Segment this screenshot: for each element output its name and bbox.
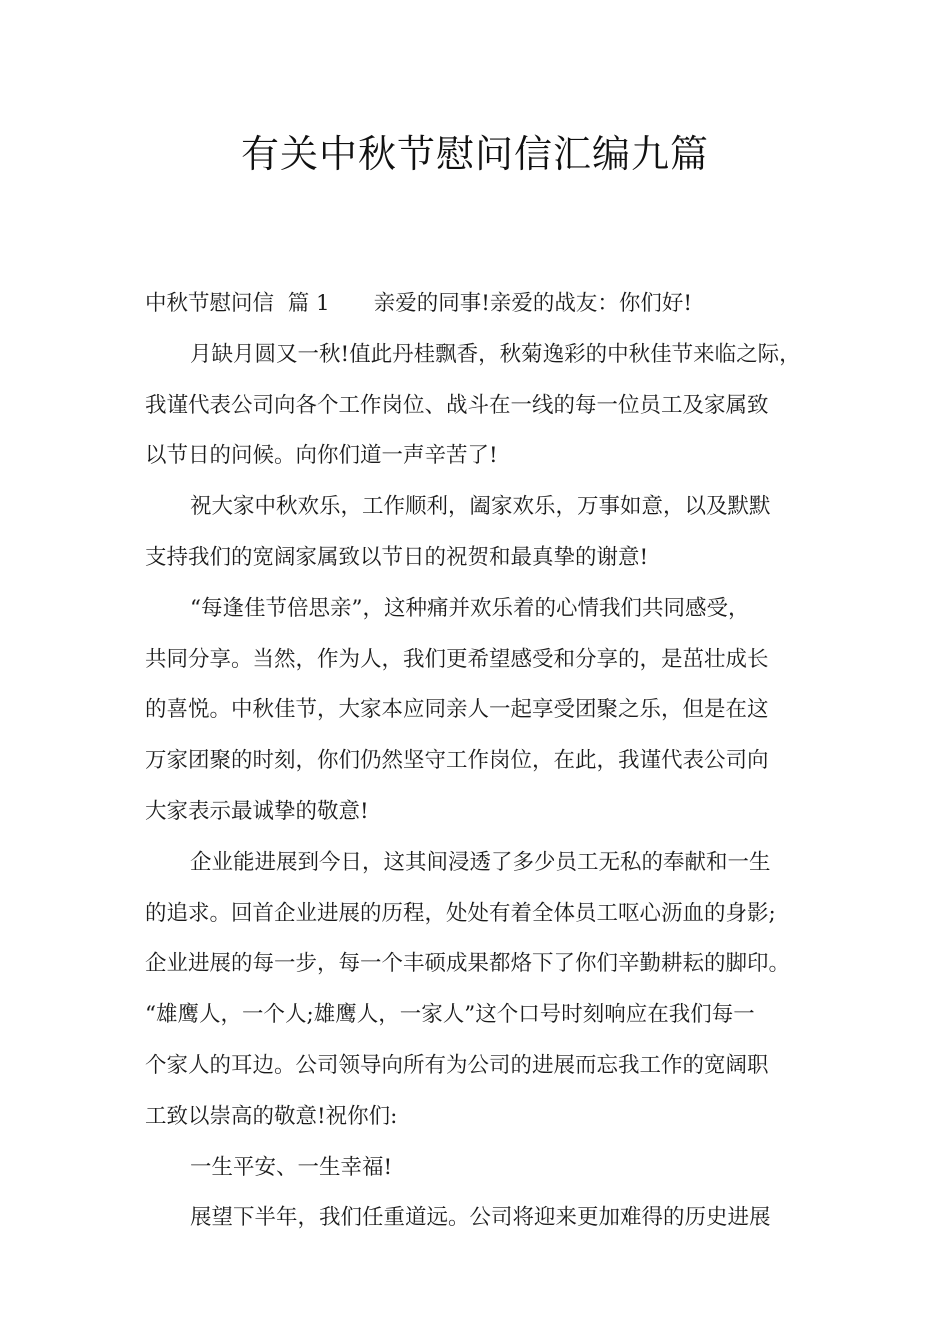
- text-line: 万家团聚的时刻，你们仍然坚守工作岗位，在此，我谨代表公司向: [145, 748, 769, 774]
- text-line: “每逢佳节倍思亲”，这种痛并欢乐着的心情我们共同感受，: [190, 595, 750, 621]
- text-line: “雄鹰人，一个人;雄鹰人，一家人”这个口号时刻响应在我们每一: [145, 1002, 755, 1028]
- document-title: 有关中秋节慰问信汇编九篇: [240, 132, 709, 176]
- text-line: 一生平安、一生幸福!: [190, 1154, 393, 1180]
- paragraph-5: [145, 1143, 810, 1194]
- text-line: 月缺月圆又一秋!值此丹桂飘香，秋菊逸彩的中秋佳节来临之际，: [190, 341, 801, 367]
- text-line: 展望下半年，我们任重道远。公司将迎来更加难得的历史进展: [190, 1205, 771, 1231]
- paragraph-4: [145, 838, 810, 1143]
- text-line: 我谨代表公司向各个工作岗位、战斗在一线的每一位员工及家属致: [145, 392, 769, 418]
- section-label: 中秋节慰问信: [145, 291, 275, 316]
- text-line: 大家表示最诚挚的敬意!: [145, 798, 369, 824]
- paragraph-3: [145, 584, 810, 838]
- text-line: 共同分享。当然，作为人，我们更希望感受和分享的，是茁壮成长: [145, 646, 769, 672]
- text-line: 以节日的问候。向你们道一声辛苦了!: [145, 443, 498, 469]
- document-body: [145, 279, 810, 1244]
- paragraph-6: [145, 1193, 810, 1244]
- section-number: 篇 1: [287, 291, 330, 316]
- text-line: 工致以崇高的敬意!祝你们:: [145, 1103, 398, 1129]
- text-line: 企业能进展到今日，这其间浸透了多少员工无私的奉献和一生: [190, 849, 771, 875]
- text-line: 个家人的耳边。公司领导向所有为公司的进展而忘我工作的宽阔职: [145, 1052, 769, 1078]
- text-line: 企业进展的每一步，每一个丰硕成果都烙下了你们辛勤耕耘的脚印。: [145, 951, 791, 977]
- paragraph-2: [145, 482, 810, 584]
- greeting-text: 亲爱的同事!亲爱的战友：你们好!: [373, 291, 692, 316]
- paragraph-1: [145, 330, 810, 482]
- intro-line: [145, 279, 810, 330]
- text-line: 的追求。回首企业进展的历程，处处有着全体员工呕心沥血的身影;: [145, 900, 776, 926]
- text-line: 祝大家中秋欢乐，工作顺利，阖家欢乐，万事如意，以及默默: [190, 494, 771, 520]
- text-line: 的喜悦。中秋佳节，大家本应同亲人一起享受团聚之乐，但是在这: [145, 697, 769, 723]
- text-line: 支持我们的宽阔家属致以节日的祝贺和最真挚的谢意!: [145, 544, 649, 570]
